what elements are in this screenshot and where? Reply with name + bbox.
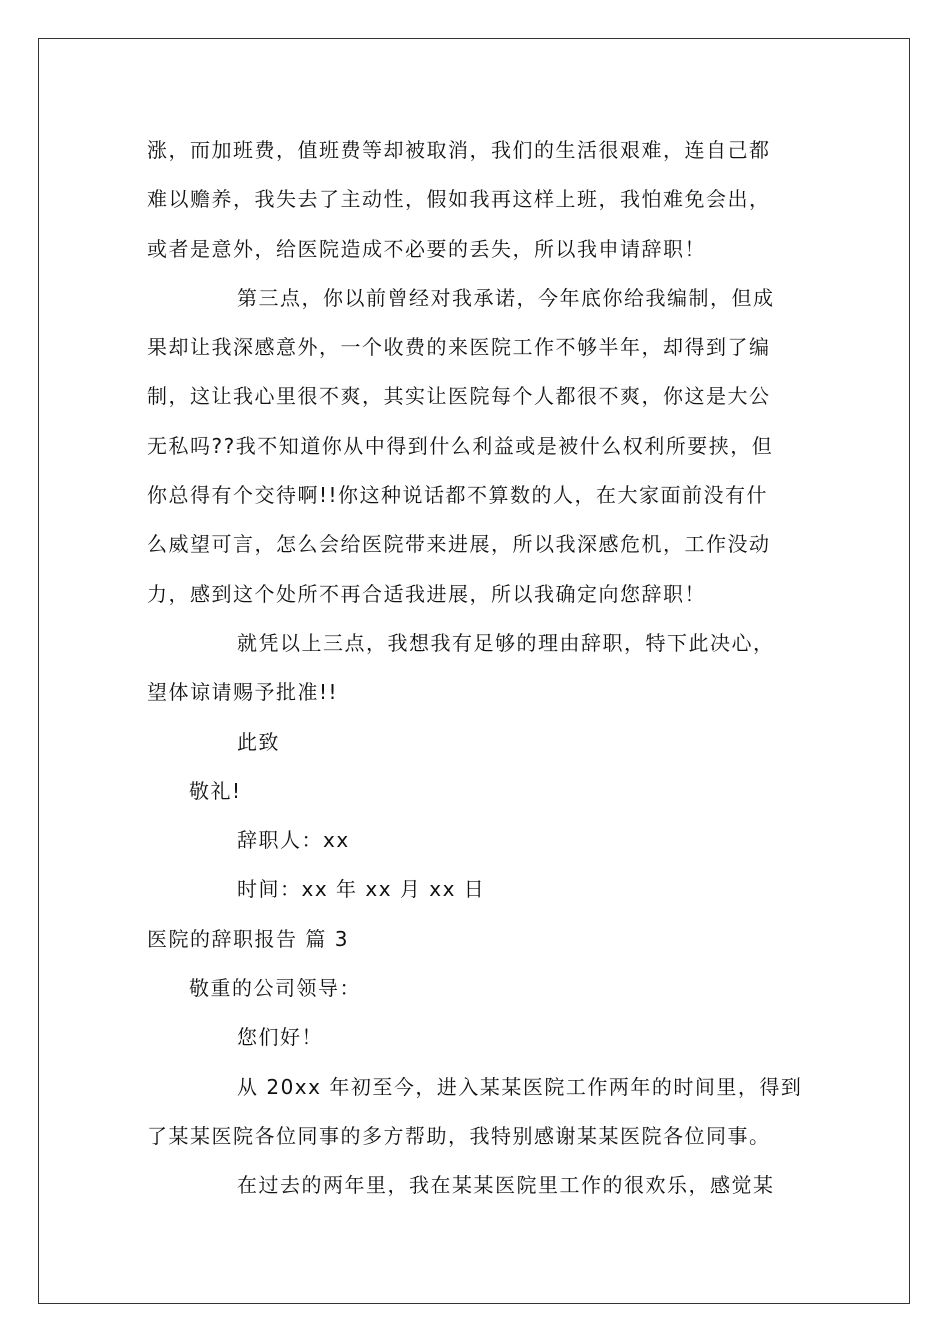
- text-line: 了某某医院各位同事的多方帮助，我特别感谢某某医院各位同事。: [147, 1123, 771, 1148]
- text-line: 难以赡养，我失去了主动性，假如我再这样上班，我怕难免会出，: [147, 187, 771, 212]
- closing-line: 此致: [237, 729, 280, 754]
- greeting-line: 您们好！: [237, 1025, 323, 1050]
- text-line: 涨，而加班费，值班费等却被取消，我们的生活很艰难，连自己都: [147, 138, 771, 162]
- text-line: 无私吗??我不知道你从中得到什么利益或是被什么权利所要挟，但: [147, 433, 774, 458]
- signature-name-line: 辞职人：xx: [237, 828, 350, 853]
- document-body: [147, 126, 809, 1211]
- text-line: 或者是意外，给医院造成不必要的丢失，所以我申请辞职！: [147, 236, 706, 261]
- text-line: 么威望可言，怎么会给医院带来进展，所以我深感危机，工作没动: [147, 532, 771, 557]
- signature-date-line: 时间：xx 年 xx 月 xx 日: [237, 877, 486, 902]
- salutation-line: 敬礼!: [189, 778, 242, 803]
- paragraph-start-line: 就凭以上三点，我想我有足够的理由辞职，特下此决心，: [237, 630, 775, 655]
- paragraph-start-line: 第三点，你以前曾经对我承诺，今年底你给我编制，但成: [237, 285, 775, 310]
- paragraph-start-line: 从 20xx 年初至今，进入某某医院工作两年的时间里，得到: [237, 1074, 803, 1099]
- text-line: 你总得有个交待啊!!你这种说话都不算数的人，在大家面前没有什: [147, 483, 769, 508]
- section-heading: 医院的辞职报告 篇 3: [147, 926, 349, 951]
- text-line: 果却让我深感意外，一个收费的来医院工作不够半年，却得到了编: [147, 335, 771, 360]
- paragraph-start-line: 在过去的两年里，我在某某医院里工作的很欢乐，感觉某: [237, 1173, 775, 1198]
- text-line: 力，感到这个处所不再合适我进展，所以我确定向您辞职！: [147, 581, 706, 606]
- text-line: 制，这让我心里很不爽，其实让医院每个人都很不爽，你这是大公: [147, 384, 771, 409]
- greeting-line: 敬重的公司领导：: [189, 976, 361, 1001]
- text-line: 望体谅请赐予批准!!: [147, 680, 339, 705]
